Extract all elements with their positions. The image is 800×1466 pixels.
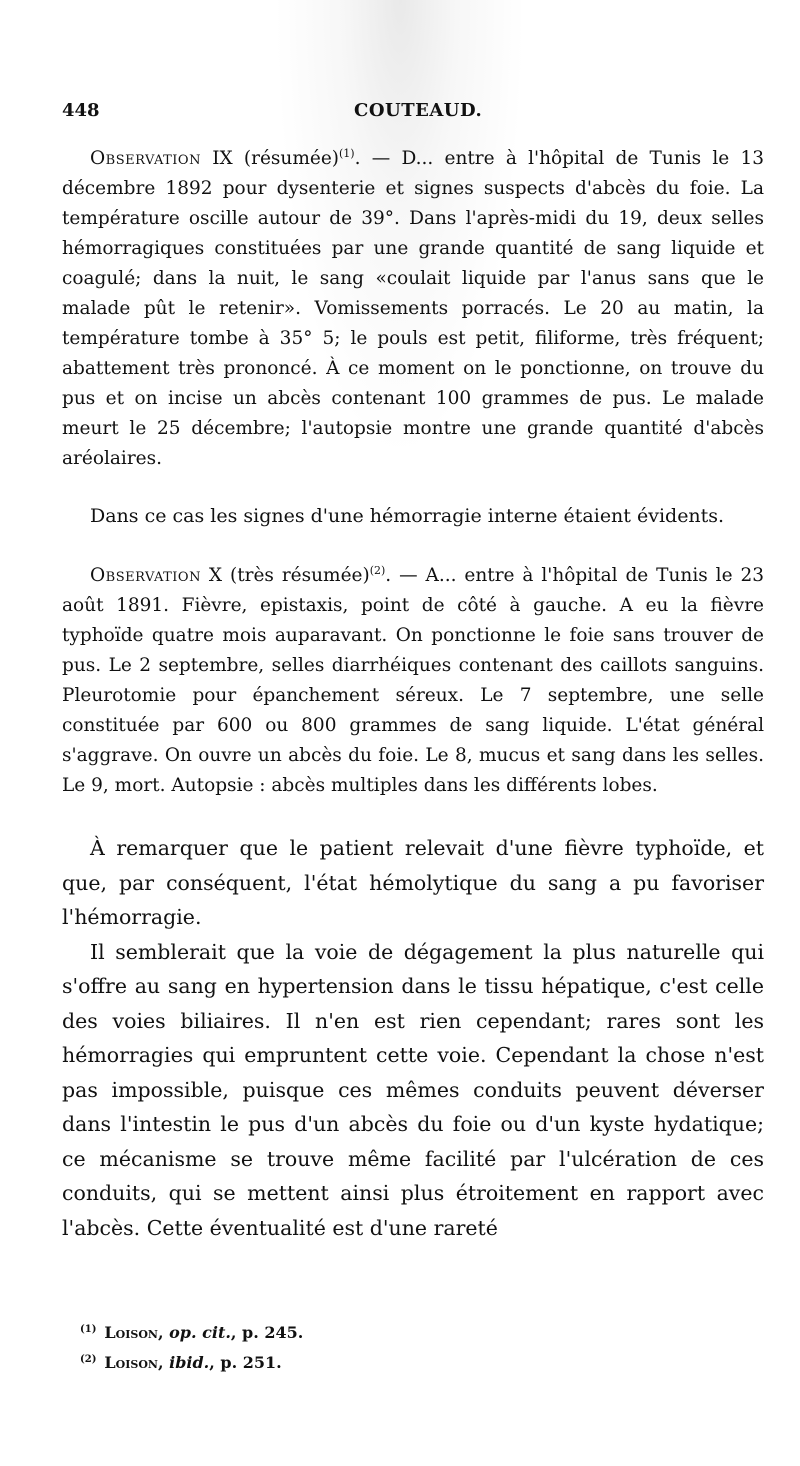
footnote-1: $^{(1)}$ Loison, op. cit., p. 245.	[80, 1323, 304, 1342]
remark-paragraph: À remarquer que le patient relevait d'une fièvre typhoïde, et que, par conséquent, l'état hémolytique du sang a pu favoriser l'hémorragie.	[62, 836, 764, 929]
observation-x-footnote-ref: (2)	[369, 563, 386, 577]
footnote-1-author: Loison	[104, 1323, 158, 1342]
observation-ix-footnote-ref: (1)	[339, 146, 355, 160]
footnote-1-page: , p. 245.	[230, 1323, 304, 1342]
running-head: COUTEAUD.	[354, 100, 483, 121]
footnote-2-author: Loison	[104, 1353, 158, 1372]
observation-x-text: . — A... entre à l'hôpital de Tunis le 23 août 1891. Fièvre, epistaxis, point de côté à gauche. A eu la fièvre typhoïde quatre mois auparavant. On ponctionne le foie sans trouver de pus. Le 2 septembre, selles diarrhéiques contenant des caillots sanguins. Pleurotomie pour épanchement séreux. Le 7 septembre, une selle constituée par 600 ou 800 grammes de sang liquide. L'état général s'aggrave. On ouvre un abcès du foie. Le 8, mucus et sang dans les selles. Le 9, mort. Autopsie : abcès multiples dans les différents lobes.	[62, 565, 764, 796]
observation-ix-text: . — D... entre à l'hôpital de Tunis le 13 décembre 1892 pour dysenterie et signes suspects d'abcès du foie. La température oscille autour de 39°. Dans l'après-midi du 19, deux selles hémorragiques constituées par une grande quantité de sang liquide et coagulé; dans la nuit, le sang «coulait liquide par l'anus sans que le malade pût le retenir». Vomissements porracés. Le 20 au matin, la température tombe à 35° 5; le pouls est petit, filiforme, très fréquent; abattement très prononcé. À ce moment on le ponctionne, on trouve du pus et on incise un abcès contenant 100 grammes de pus. Le malade meurt le 25 décembre; l'autopsie montre une grande quantité d'abcès aréolaires.	[62, 148, 764, 469]
page-number: 448	[62, 100, 100, 121]
footnote-2-ref: ibid.	[169, 1353, 210, 1372]
observation-ix-label: Observation	[90, 148, 201, 169]
footnote-1-marker: (1)	[80, 1323, 97, 1335]
comment-ix-paragraph: Dans ce cas les signes d'une hémorragie interne étaient évidents.	[90, 505, 725, 527]
observation-x-label: Observation	[90, 565, 201, 586]
footnote-2-page: , p. 251.	[209, 1353, 282, 1372]
observation-x-paragraph	[62, 561, 764, 801]
observation-x-title: X (très résumée)	[208, 565, 370, 586]
observation-ix-title: IX (résumée)	[212, 148, 339, 169]
footnote-2: $^{(2)}$ Loison, ibid., p. 251.	[80, 1353, 282, 1372]
body-text	[62, 144, 764, 1245]
biliary-paragraph: Il semblerait que la voie de dégagement la plus naturelle qui s'offre au sang en hypertension dans le tissu hépatique, c'est celle des voies biliaires. Il n'en est rien cependant; rares sont les hémorragies qui empruntent cette voie. Cependant la chose n'est pas impossible, puisque ces mêmes conduits peuvent déverser dans l'intestin le pus d'un abcès du foie ou d'un kyste hydatique; ce mécanisme se trouve même facilité par l'ulcération de ces conduits, qui se mettent ainsi plus étroitement en rapport avec l'abcès. Cette éventualité est d'une rareté	[62, 939, 764, 1240]
footnotes	[80, 1318, 760, 1378]
footnote-1-ref: op. cit.	[169, 1323, 231, 1342]
observation-ix-paragraph	[62, 144, 764, 474]
footnote-2-marker: (2)	[80, 1353, 97, 1365]
page-header	[62, 100, 762, 130]
